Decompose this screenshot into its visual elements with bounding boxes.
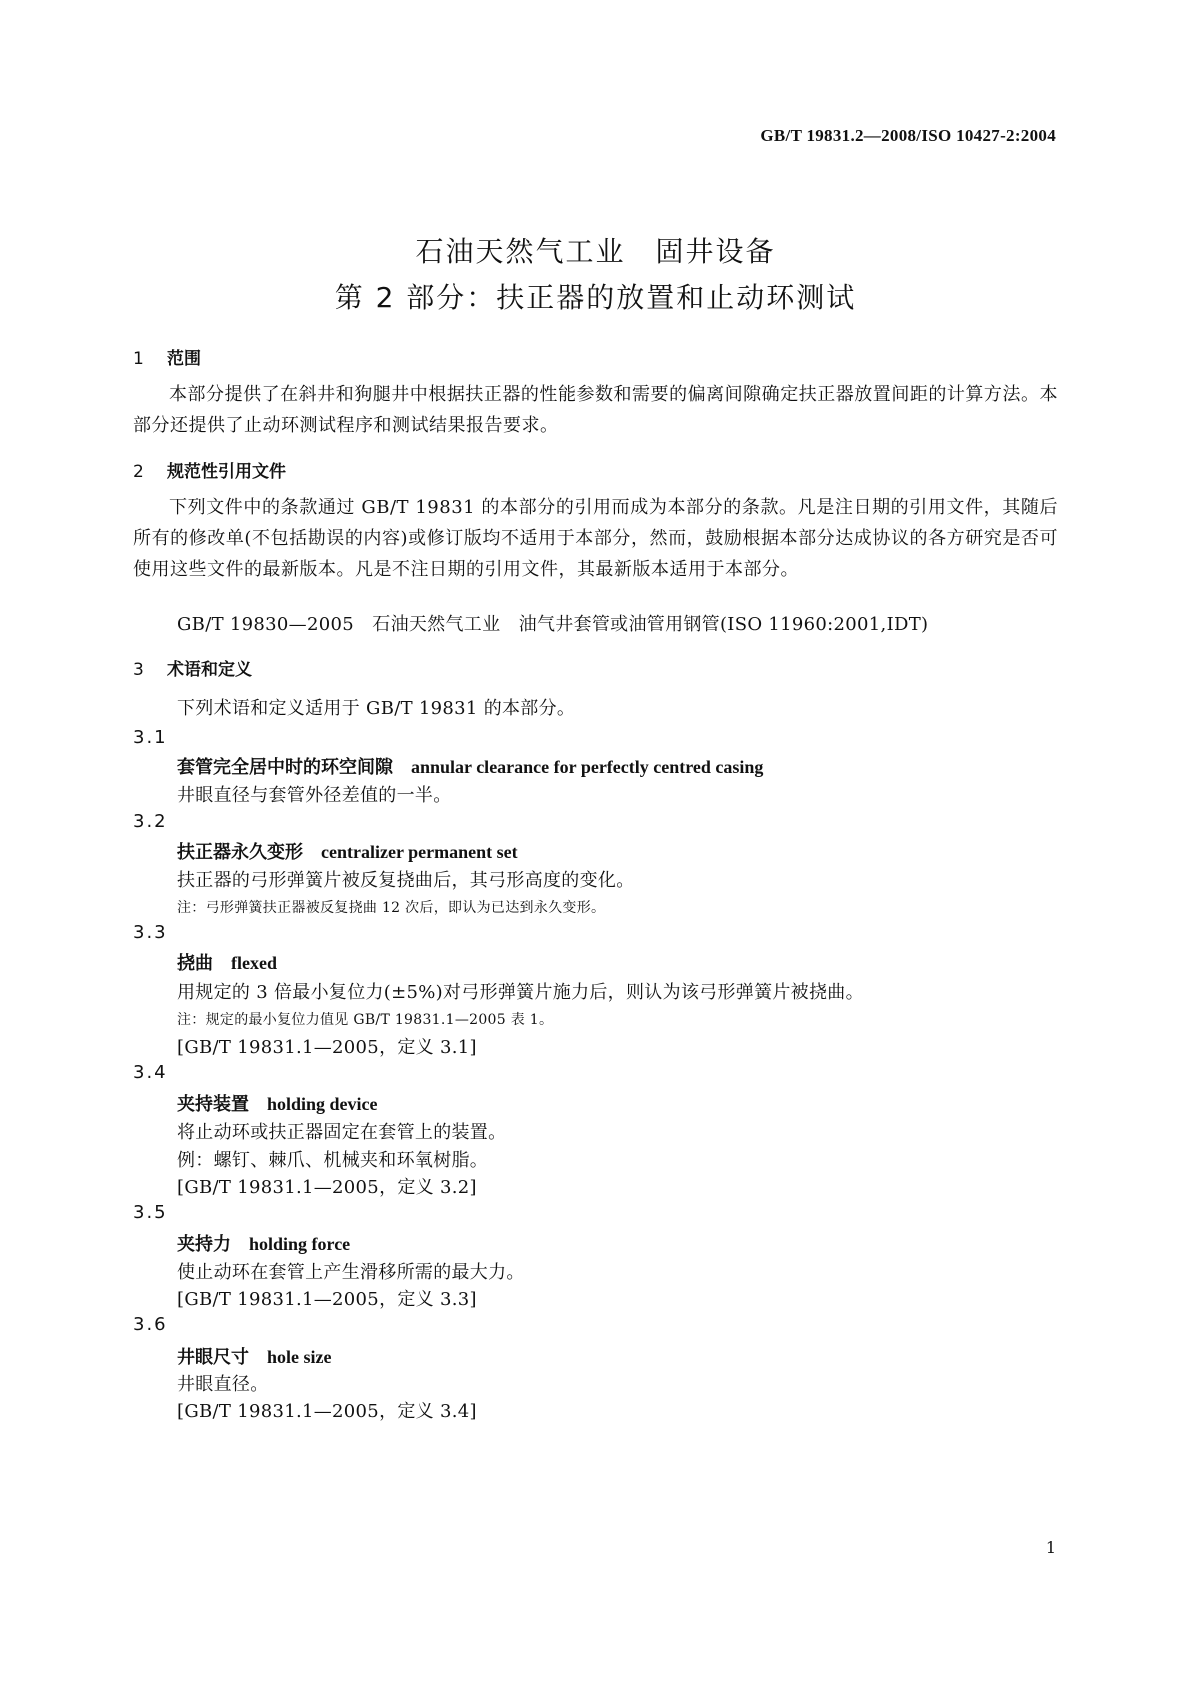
term-english: holding force: [249, 1234, 351, 1254]
clause-3-2-note: 注：弓形弹簧扶正器被反复挠曲 12 次后，即认为已达到永久变形。: [177, 900, 606, 916]
clause-3-2-definition: 扶正器的弓形弹簧片被反复挠曲后，其弓形高度的变化。: [177, 870, 635, 891]
term-chinese: 夹持力: [177, 1234, 231, 1255]
clause-3-5-term: [177, 1230, 350, 1256]
clause-3-3-definition: 用规定的 3 倍最小复位力(±5%)对弓形弹簧片施力后，则认为该弓形弹簧片被挠曲。: [177, 982, 864, 1003]
term-chinese: 挠曲: [177, 953, 213, 974]
document-title-line-2: 第 2 部分：扶正器的放置和止动环测试: [334, 281, 857, 314]
section-number: 3: [133, 660, 144, 680]
section-number: 1: [133, 349, 144, 369]
clause-3-3-note: 注：规定的最小复位力值见 GB/T 19831.1—2005 表 1。: [177, 1012, 554, 1028]
clause-3-3-term: [177, 949, 277, 975]
clause-3-4-term: [177, 1090, 378, 1116]
clause-3-1-definition: 井眼直径与套管外径差值的一半。: [177, 785, 452, 806]
clause-3-4-number: 3.4: [133, 1062, 168, 1083]
section-1-body: 本部分提供了在斜井和狗腿井中根据扶正器的性能参数和需要的偏离间隙确定扶正器放置间距的计算方法。本部分还提供了止动环测试程序和测试结果报告要求。: [133, 384, 1058, 436]
standard-code-header: GB/T 19831.2—2008/ISO 10427-2:2004: [760, 126, 1056, 145]
clause-3-4-definition: 将止动环或扶正器固定在套管上的装置。: [177, 1122, 507, 1143]
section-number: 2: [133, 462, 144, 482]
clause-3-3-number: 3.3: [133, 922, 168, 943]
clause-3-5-definition: 使止动环在套管上产生滑移所需的最大力。: [177, 1262, 525, 1283]
clause-3-6-source: [GB/T 19831.1—2005，定义 3.4]: [177, 1401, 477, 1422]
clause-3-1-term: [177, 753, 763, 779]
term-english: hole size: [267, 1347, 332, 1367]
normative-reference: GB/T 19830—2005 石油天然气工业 油气井套管或油管用钢管(ISO 11960:2001,IDT): [177, 614, 929, 635]
clause-3-6-term: [177, 1343, 332, 1369]
section-2-body: 下列文件中的条款通过 GB/T 19831 的本部分的引用而成为本部分的条款。凡是注日期的引用文件，其随后所有的修改单(不包括勘误的内容)或修订版均不适用于本部分，然而，鼓励根据本部分达成协议的各方研究是否可使用这些文件的最新版本。凡是不注日期的引用文件，其最新版本适用于本部分。: [133, 497, 1058, 580]
term-chinese: 井眼尺寸: [177, 1347, 249, 1368]
term-english: flexed: [231, 953, 277, 973]
term-english: centralizer permanent set: [321, 842, 518, 862]
term-english: annular clearance for perfectly centred casing: [411, 757, 764, 777]
section-title: 术语和定义: [167, 660, 252, 680]
term-chinese: 夹持装置: [177, 1094, 249, 1115]
clause-3-6-number: 3.6: [133, 1314, 168, 1335]
section-title: 规范性引用文件: [167, 462, 286, 482]
section-3-body: 下列术语和定义适用于 GB/T 19831 的本部分。: [177, 698, 576, 719]
section-title: 范围: [167, 349, 201, 369]
section-3-heading: [133, 655, 252, 680]
clause-3-1-number: 3.1: [133, 727, 168, 748]
clause-3-3-source: [GB/T 19831.1—2005，定义 3.1]: [177, 1037, 477, 1058]
clause-3-5-number: 3.5: [133, 1202, 168, 1223]
term-chinese: 套管完全居中时的环空间隙: [177, 757, 393, 778]
document-title-line-1: 石油天然气工业 固井设备: [415, 235, 776, 268]
clause-3-2-term: [177, 838, 518, 864]
term-english: holding device: [267, 1094, 378, 1114]
term-chinese: 扶正器永久变形: [177, 842, 303, 863]
clause-3-5-source: [GB/T 19831.1—2005，定义 3.3]: [177, 1289, 477, 1310]
page-number: 1: [1045, 1538, 1056, 1557]
clause-3-4-source: [GB/T 19831.1—2005，定义 3.2]: [177, 1177, 477, 1198]
clause-3-6-definition: 井眼直径。: [177, 1374, 269, 1395]
section-1-heading: [133, 344, 201, 369]
section-2-heading: [133, 457, 286, 482]
clause-3-2-number: 3.2: [133, 811, 168, 832]
clause-3-4-example: 例：螺钉、棘爪、机械夹和环氧树脂。: [177, 1150, 489, 1171]
